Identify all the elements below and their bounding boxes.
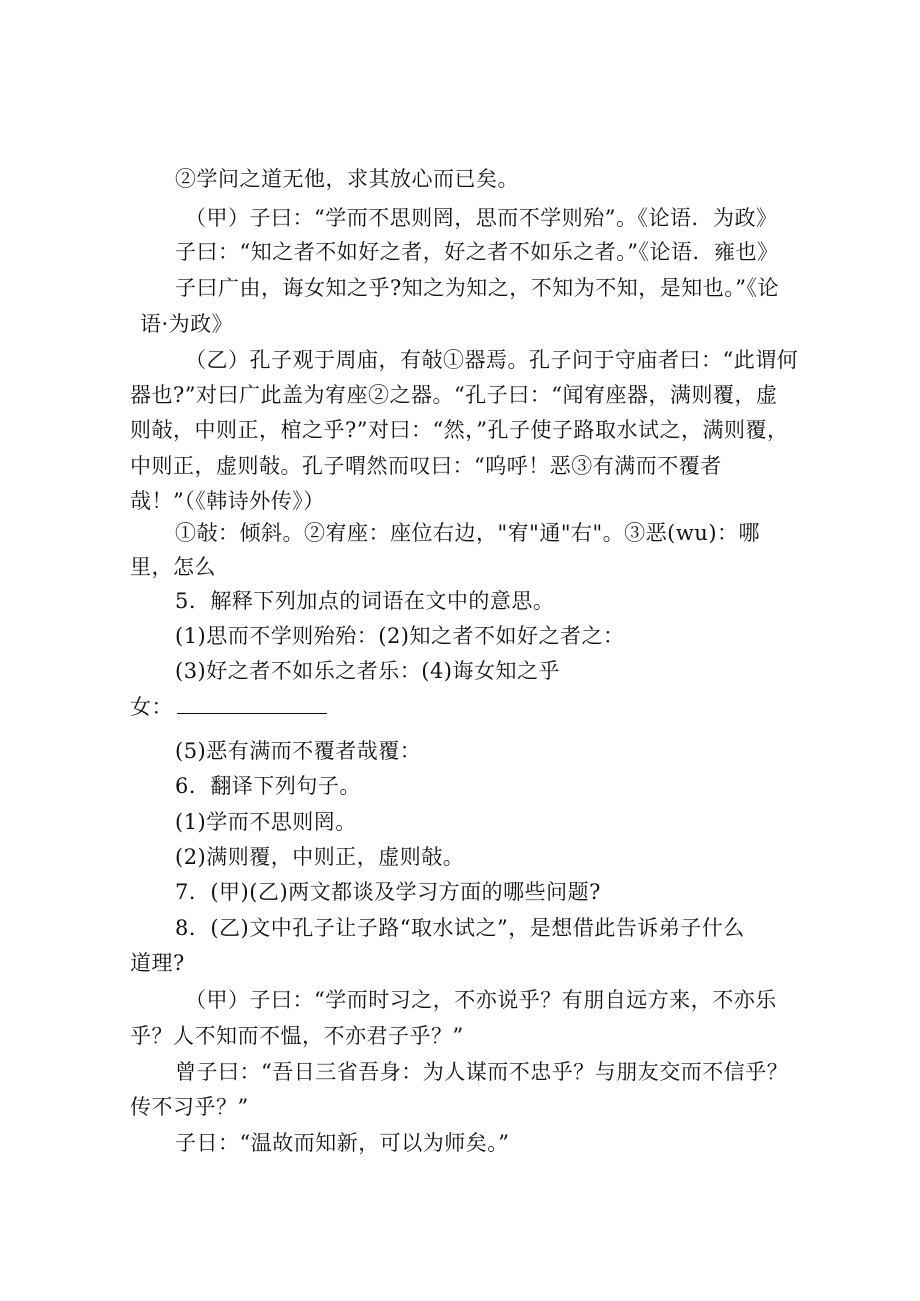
text-line-10: 哉！”（《韩诗外传》）: [130, 489, 325, 513]
text-line-26: 曾子曰：“吾日三省吾身：为人谋而不忠乎？与朋友交而不信乎？: [175, 1060, 789, 1084]
text-line-12: 里，怎么: [130, 555, 216, 579]
text-line-2: （甲）子曰：“学而不思则罔，思而不学则殆”。《论语．为政》: [185, 206, 778, 230]
text-line-27: 传不习乎？”: [130, 1095, 249, 1119]
text-line-7: 器也?”对曰广此盖为宥座②之器。“孔子曰：“闻宥座器，满则覆，虚: [130, 383, 778, 407]
question-6-item-1: (1)学而不思则罔。: [175, 810, 357, 834]
text-line-25: 乎？人不知而不愠，不亦君子乎？”: [130, 1024, 464, 1048]
question-8-cont: 道理?: [130, 951, 185, 975]
answer-label: 女：: [130, 695, 173, 719]
text-line-4: 子曰广由，诲女知之乎?知之为知之，不知为不知，是知也。”《论: [175, 276, 779, 300]
text-line-8: 则敧，中则正，棺之乎?”对曰：“然，”孔子使子路取水试之，满则覆，: [130, 418, 789, 442]
question-5-item-4-answer: [130, 692, 910, 722]
question-8: 8．(乙)文中孔子让子路“取水试之”，是想借此告诉弟子什么: [175, 916, 745, 940]
text-line-5: 语·为政》: [140, 312, 234, 336]
text-line-28: 子日：“温故而知新，可以为师矣。”: [175, 1131, 510, 1155]
question-5-item-5: (5)恶有满而不覆者哉覆：: [175, 739, 422, 763]
question-6: 6．翻译下列句子。: [175, 774, 361, 798]
text-line-24: （甲）子曰：“学而时习之，不亦说乎？有朋自远方来，不亦乐: [185, 988, 777, 1012]
text-line-3: 子曰：“知之者不如好之者，好之者不如乐之者。”《论语．雍也》: [175, 240, 779, 264]
question-5: 5．解释下列加点的词语在文中的意思。: [175, 589, 555, 613]
answer-blank[interactable]: [177, 693, 327, 714]
question-6-item-2: (2)满则覆，中则正，虚则敧。: [175, 845, 465, 869]
question-5-item-1-2: (1)思而不学则殆殆：(2)知之者不如好之者之：: [175, 624, 625, 648]
text-line-6: （乙）孔子观于周庙，有敧①器焉。孔子问于守庙者曰：“此谓何: [185, 348, 799, 372]
question-7: 7．(甲)(乙)两文都谈及学习方面的哪些问题?: [175, 880, 601, 904]
text-line-9: 中则正，虚则敧。孔子喟然而叹曰：“呜呼！恶③有满而不覆者: [130, 454, 722, 478]
question-5-item-3-4: (3)好之者不如乐之者乐：(4)诲女知之乎: [175, 659, 560, 683]
text-line-1: ②学问之道无他，求其放心而已矣。: [175, 167, 519, 191]
text-line-11: ①敧：倾斜。②宥座：座位右边，"宥"通"右"。③恶(wu)：哪: [175, 521, 761, 545]
